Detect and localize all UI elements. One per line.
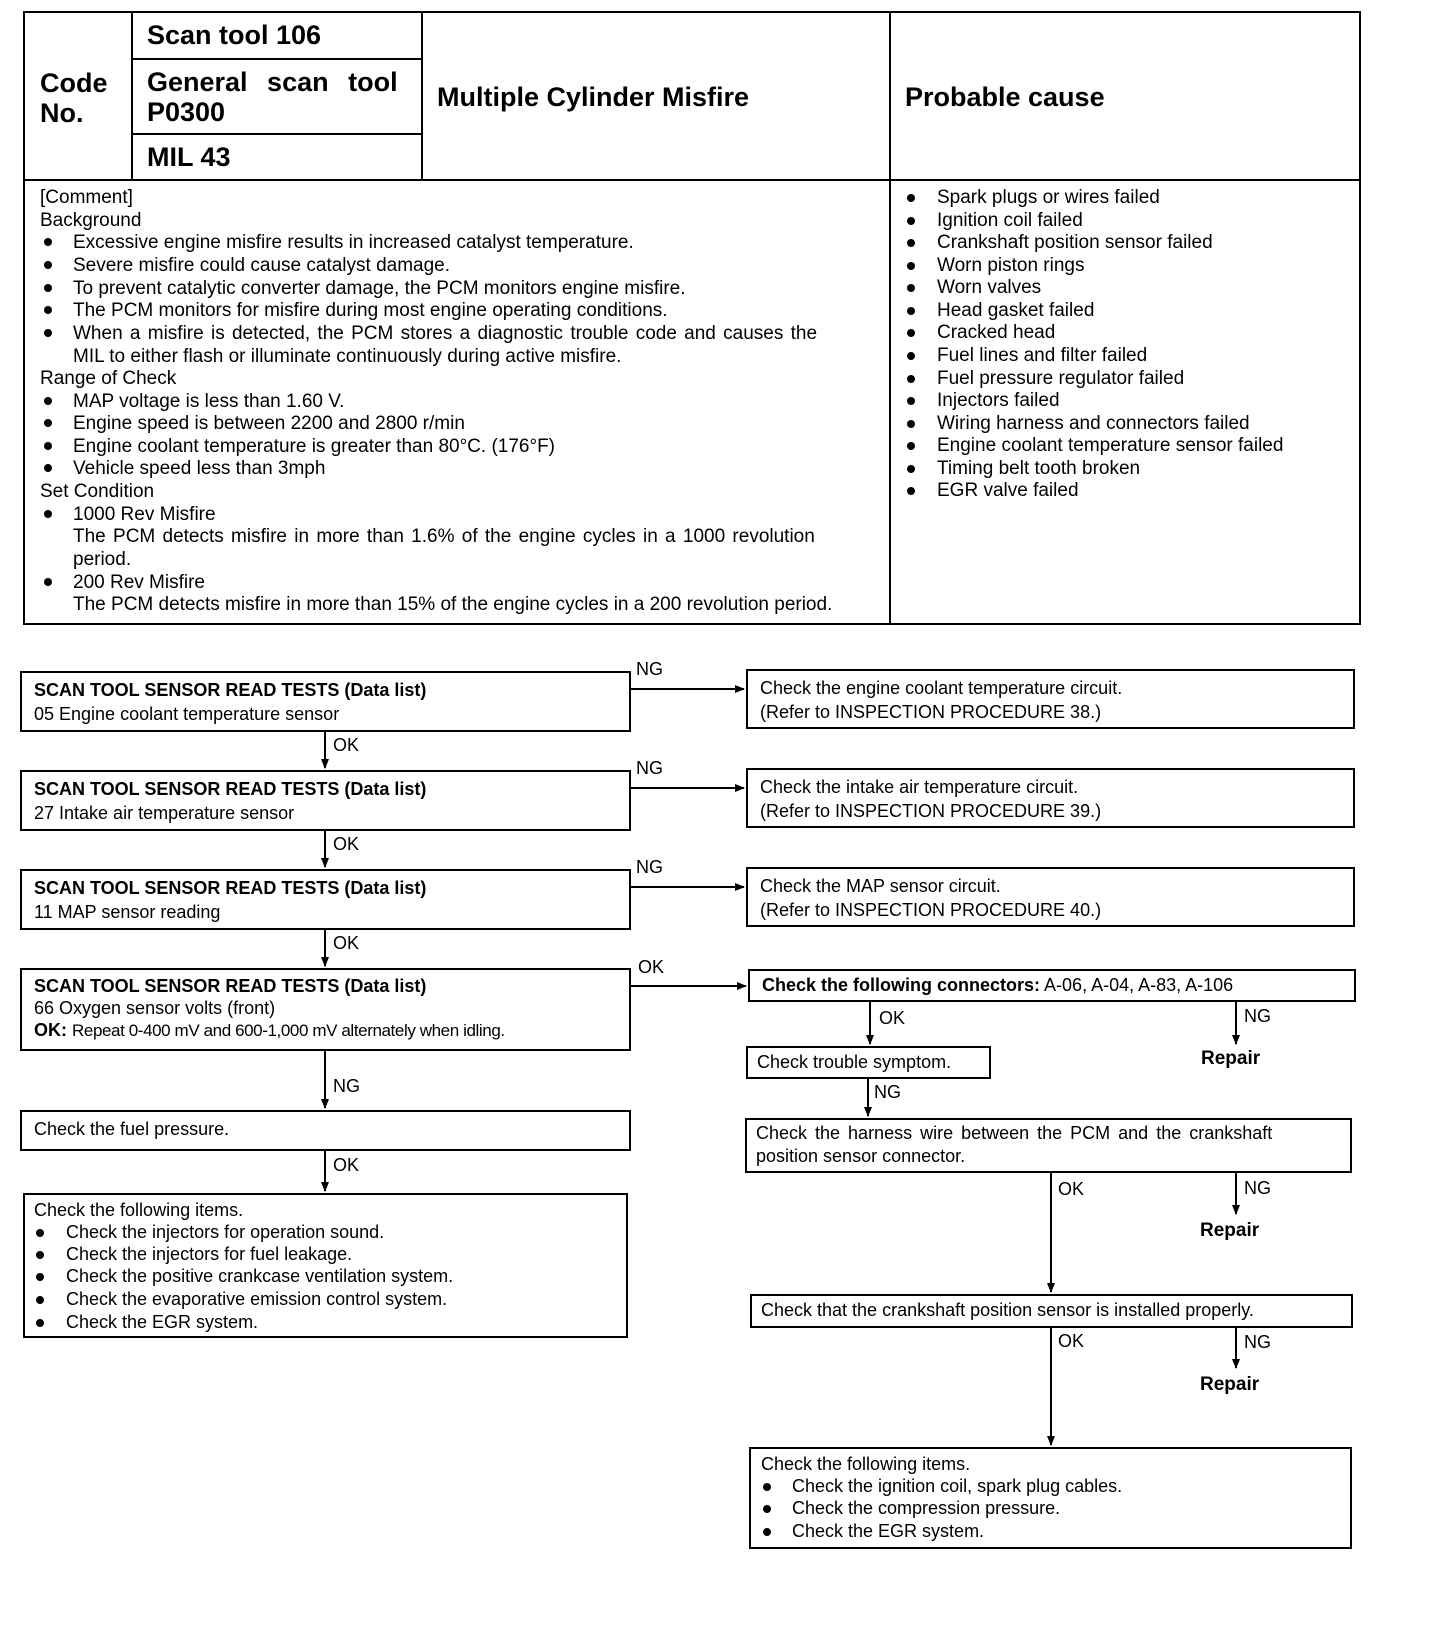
bullet [36,1251,44,1259]
check-item: Check the compression pressure. [792,1498,1061,1518]
mil-code: MIL 43 [147,142,231,172]
probable-cause-heading: Probable cause [905,82,1105,112]
ng-box-line: (Refer to INSPECTION PROCEDURE 39.) [760,801,1102,821]
repair-label: Repair [1200,1374,1260,1395]
test-heading: SCAN TOOL SENSOR READ TESTS (Data list) [34,976,427,996]
probable-cause-item: Engine coolant temperature sensor failed [937,435,1284,456]
bullet [36,1273,44,1281]
test-line: 27 Intake air temperature sensor [34,803,295,823]
harness-line: Check the harness wire between the PCM and the crankshaft [756,1123,1273,1143]
background-item: To prevent catalytic converter damage, the PCM monitors engine misfire. [73,278,686,299]
ng-box-line: Check the MAP sensor circuit. [760,876,1001,896]
background-item: When a misfire is detected, the PCM stores a diagnostic trouble code and causes the [73,323,818,344]
harness-box [745,1118,1352,1173]
range-heading: Range of Check [40,368,177,389]
check-item: Check the injectors for fuel leakage. [66,1244,353,1264]
ok-label: OK [333,1155,360,1175]
range-item: Engine coolant temperature is greater than 80°C. (176°F) [73,436,556,457]
bullet [763,1505,771,1513]
test-line: 66 Oxygen sensor volts (front) [34,998,276,1018]
items-heading: Check the following items. [34,1200,244,1220]
test-box-iat [20,770,631,831]
background-item-continued: MIL to either flash or illuminate continuously during active misfire. [73,346,622,367]
ok-label: OK [638,957,665,977]
check-item: Check the EGR system. [792,1521,985,1541]
test-heading: SCAN TOOL SENSOR READ TESTS (Data list) [34,680,427,700]
ng-box-ect [746,669,1355,729]
ng-box-map [746,867,1355,927]
probable-cause-item: Injectors failed [937,390,1060,411]
bullet [36,1229,44,1237]
ng-label: NG [1244,1178,1271,1198]
ok-label: OK [333,933,360,953]
connectors-list: A-06, A-04, A-83, A-106 [1044,975,1234,995]
right-items-box [749,1447,1352,1549]
ok-label: OK [333,834,360,854]
ng-label: NG [333,1076,360,1096]
check-item: Check the injectors for operation sound. [66,1222,385,1242]
crank-installed-box [750,1294,1353,1328]
probable-cause-item: Wiring harness and connectors failed [937,413,1250,434]
repair-label: Repair [1200,1220,1260,1241]
probable-cause-item: Cracked head [937,322,1056,343]
ok-label: OK [1058,1331,1085,1351]
harness-line: position sensor connector. [756,1146,966,1166]
test-line: 05 Engine coolant temperature sensor [34,704,340,724]
bullet [36,1319,44,1327]
check-item: Check the EGR system. [66,1312,259,1332]
test-line: 11 MAP sensor reading [34,902,221,922]
ok-label: OK [333,735,360,755]
probable-cause-item: Timing belt tooth broken [937,458,1141,479]
background-heading: Background [40,210,142,231]
ok-label: OK [879,1008,906,1028]
items-heading: Check the following items. [761,1454,971,1474]
ng-label: NG [636,857,663,877]
page-title: Multiple Cylinder Misfire [437,82,750,112]
general-scan-tool-code: General scan tool P0300 [147,67,398,127]
ng-box-line: Check the intake air temperature circuit. [760,777,1079,797]
probable-cause-item: EGR valve failed [937,480,1079,501]
test-heading: SCAN TOOL SENSOR READ TESTS (Data list) [34,779,427,799]
bullet [763,1483,771,1491]
connectors-heading: Check the following connectors: [762,975,1041,995]
set-item-detail: The PCM detects misfire in more than 1.6% of the engine cycles in a 1000 revolution [73,526,815,547]
fuel-pressure-box [20,1110,631,1151]
test-box-ect [20,671,631,732]
trouble-symptom-text: Check trouble symptom. [757,1052,952,1072]
probable-cause-item: Worn valves [937,277,1042,298]
repair-label: Repair [1201,1048,1261,1069]
ng-label: NG [1244,1006,1271,1026]
ng-box-line: (Refer to INSPECTION PROCEDURE 38.) [760,702,1102,722]
test-heading: SCAN TOOL SENSOR READ TESTS (Data list) [34,878,427,898]
check-item: Check the positive crankcase ventilation system. [66,1266,454,1286]
set-item: 200 Rev Misfire [73,572,205,593]
connectors-box [748,969,1356,1002]
set-item-detail: period. [73,549,132,570]
bullet [763,1528,771,1536]
ng-box-line: (Refer to INSPECTION PROCEDURE 40.) [760,900,1102,920]
check-item: Check the evaporative emission control system. [66,1289,448,1309]
bullet [36,1296,44,1304]
probable-cause-item: Head gasket failed [937,300,1095,321]
scan-tool-code: Scan tool 106 [147,20,322,50]
background-item: Severe misfire could cause catalyst damage. [73,255,451,276]
ng-label: NG [1244,1332,1271,1352]
ok-criteria-text: Repeat 0-400 mV and 600-1,000 mV alternately when idling. [72,1021,505,1040]
ng-label: NG [636,758,663,778]
ok-label: OK [1058,1179,1085,1199]
range-item: Vehicle speed less than 3mph [73,458,326,479]
set-item: 1000 Rev Misfire [73,504,216,525]
probable-cause-item: Spark plugs or wires failed [937,187,1160,208]
probable-cause-item: Worn piston rings [937,255,1085,276]
test-box-map [20,869,631,930]
background-item: Excessive engine misfire results in increased catalyst temperature. [73,232,634,253]
range-item: Engine speed is between 2200 and 2800 r/min [73,413,465,434]
ng-box-line: Check the engine coolant temperature circuit. [760,678,1123,698]
check-item: Check the ignition coil, spark plug cables. [792,1476,1123,1496]
range-item: MAP voltage is less than 1.60 V. [73,391,345,412]
set-condition-heading: Set Condition [40,481,155,502]
ng-label: NG [874,1082,901,1102]
probable-cause-item: Fuel pressure regulator failed [937,368,1185,389]
fuel-pressure-text: Check the fuel pressure. [34,1119,230,1139]
ng-box-iat [746,768,1355,828]
ok-criteria-label: OK: [34,1020,67,1040]
set-item-detail: The PCM detects misfire in more than 15% of the engine cycles in a 200 revolution period. [73,594,833,615]
probable-cause-item: Fuel lines and filter failed [937,345,1148,366]
probable-cause-item: Crankshaft position sensor failed [937,232,1213,253]
probable-cause-item: Ignition coil failed [937,210,1083,231]
comment-label: [Comment] [40,187,133,208]
code-no-label: Code No. [40,68,108,128]
ng-label: NG [636,659,663,679]
left-items-box [23,1193,628,1338]
test-box-o2 [20,968,631,1051]
background-item: The PCM monitors for misfire during most engine operating conditions. [73,300,668,321]
trouble-symptom-box [746,1046,991,1079]
crank-installed-text: Check that the crankshaft position sensor is installed properly. [761,1300,1254,1320]
